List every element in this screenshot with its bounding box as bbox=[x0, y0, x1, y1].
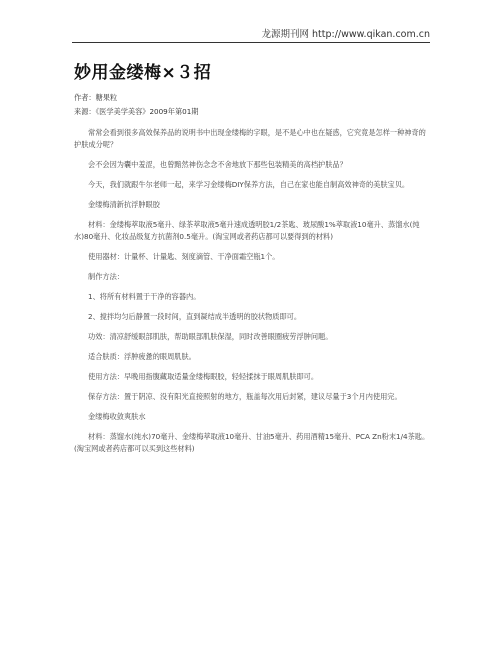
paragraph: 使用器材：计量杯、计量匙、刻度滴管、干净面霜空瓶1个。 bbox=[88, 252, 280, 261]
header-rule bbox=[72, 42, 430, 43]
paragraph: 适合肤质：浮肿疲惫的眼周肌肤。 bbox=[88, 352, 196, 361]
article-title: 妙用金缕梅×３招 bbox=[74, 63, 212, 83]
paragraph: 材料：金缕梅萃取液5毫升、绿茶萃取液5毫升速成透明胶1/2茶匙、玻尿酸1%萃取液10毫升、蒸馏水(纯水)80毫升、化妆品级复方抗菌剂0.5毫升。(淘宝网或者药店都可以要得到的材料) bbox=[74, 220, 420, 241]
paragraph: 今天，我们就跟牛尔老师一起，来学习金缕梅DIY保养方法，自己在家也能自制高效神奇的美肤宝贝。 bbox=[88, 180, 410, 189]
paragraph: 常常会看到很多高效保养品的说明书中出现金缕梅的字眼，是不是心中也在疑惑，它究竟是怎样一种神奇的护肤成分呢？ bbox=[74, 128, 426, 149]
site-header: 龙源期刊网 http://www.qikan.com.cn bbox=[261, 29, 430, 40]
article-body bbox=[74, 58, 430, 455]
paragraph: 制作方法： bbox=[88, 272, 124, 281]
paragraph: 功效：清凉舒缓眼部肌肤，帮助眼部肌肤保湿，同时改善眼圈疲劳浮肿问题。 bbox=[88, 332, 333, 341]
list-item: 1、将所有材料置于干净的容器内。 bbox=[88, 292, 201, 301]
paragraph: 材料：蒸馏水(纯水)70毫升、金缕梅萃取液10毫升、甘油5毫升、药用酒精15毫升、PCA Zn粉末1/4茶匙。(淘宝网或者药店都可以买到这些材料) bbox=[74, 432, 430, 453]
article-author: 作者：糖果粒 bbox=[74, 93, 118, 102]
section-heading: 金缕梅清新抗浮肿眼胶 bbox=[88, 200, 160, 209]
list-item: 2、搅拌均匀后静置一段时间，直到凝结成半透明的胶状物质即可。 bbox=[88, 312, 302, 321]
paragraph: 会不会因为囊中羞涩，也曾黯然神伤念念不舍地放下那些包装精美的高档护肤品？ bbox=[88, 160, 347, 169]
paragraph: 保存方法：置于阴凉、没有阳光直接照射的地方，瓶盖每次用后封紧，建议尽量于3个月内使用完。 bbox=[88, 392, 402, 401]
paragraph: 使用方法：早晚用指腹藏取适量金缕梅眼胶，轻轻揉抹于眼周肌肤即可。 bbox=[88, 372, 319, 381]
article-source: 来源：《医学美学美容》2009年第01期 bbox=[74, 107, 199, 116]
section-heading: 金缕梅收敛爽肤水 bbox=[88, 412, 146, 421]
